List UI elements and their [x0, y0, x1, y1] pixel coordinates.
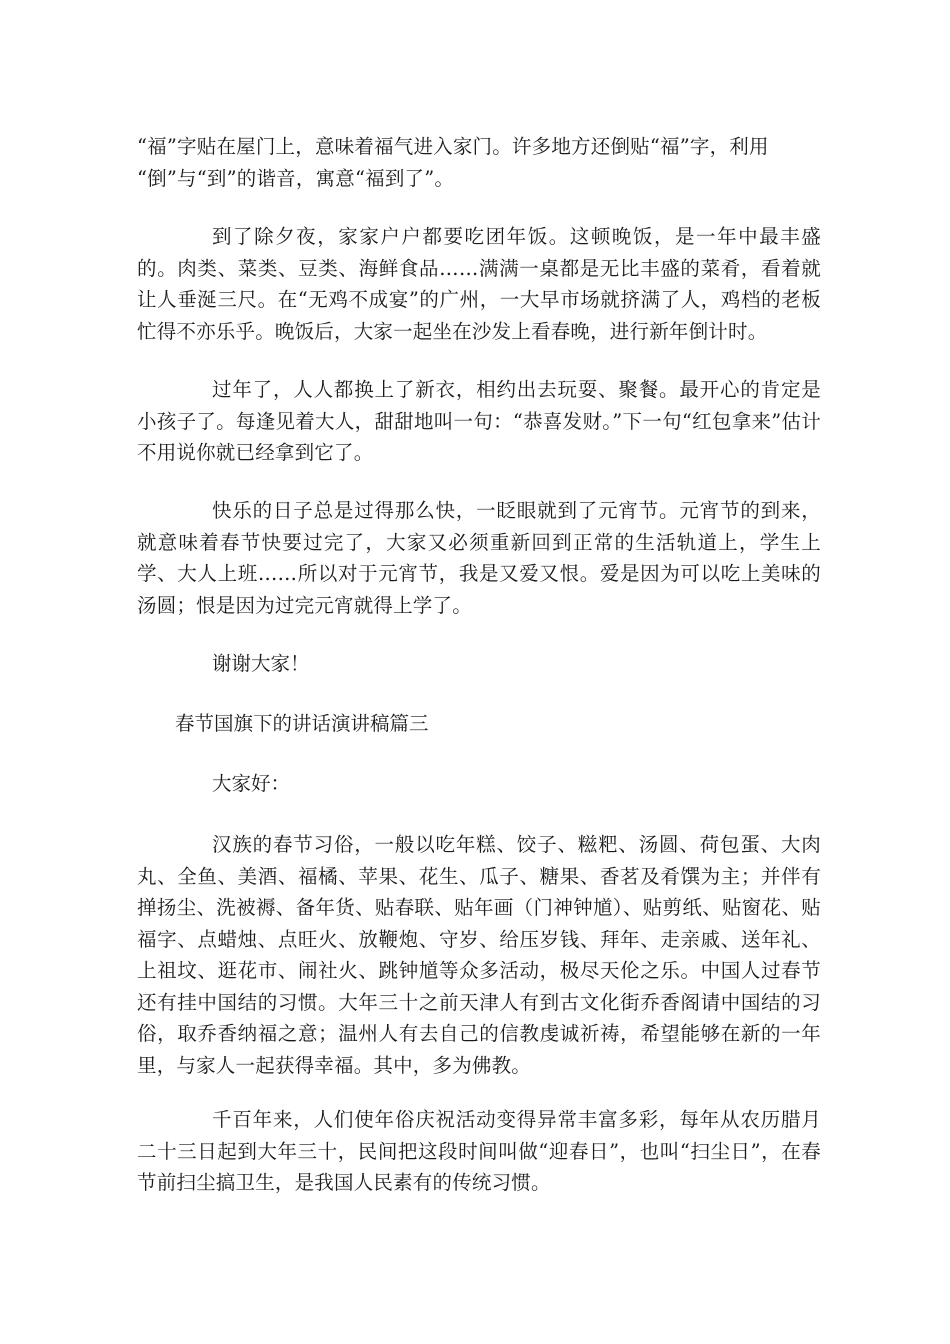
- paragraph-new-year-eve-dinner: 到了除夕夜，家家户户都要吃团年饭。这顿晚饭，是一年中最丰盛的。肉类、菜类、豆类、海鲜食品……满满一桌都是无比丰盛的菜肴，看着就让人垂涎三尺。在“无鸡不成宴”的广州，一大早市场就挤满了人，鸡档的老板忙得不亦乐乎。晚饭后，大家一起坐在沙发上看春晚，进行新年倒计时。: [137, 225, 821, 343]
- paragraph-new-clothes: 过年了，人人都换上了新衣，相约出去玩耍、聚餐。最开心的肯定是小孩子了。每逢见着大人，甜甜地叫一句：“恭喜发财。”下一句“红包拿来”估计不用说你就已经拿到它了。: [137, 378, 821, 464]
- section-heading: 春节国旗下的讲话演讲稿篇三: [175, 712, 429, 735]
- paragraph-spring-festival-customs: 汉族的春节习俗，一般以吃年糕、饺子、糍粑、汤圆、荷包蛋、大肉丸、全鱼、美酒、福橘、苹果、花生、瓜子、糖果、香茗及肴馔为主；并伴有掸扬尘、洗被褥、备年货、贴春联、贴年画（门神钟馗）、贴剪纸、贴窗花、贴福字、点蜡烛、点旺火、放鞭炮、守岁、给压岁钱、拜年、走亲戚、送年礼、上祖坟、逛花市、闹社火、跳钟馗等众多活动，极尽天伦之乐。中国人过春节还有挂中国结的习惯。大年三十之前天津人有到古文化街乔香阁请中国结的习俗，取乔香纳福之意；温州人有去自己的信教虔诚祈祷，希望能够在新的一年里，与家人一起获得幸福。其中，多为佛教。: [137, 833, 821, 1077]
- paragraph-lantern-festival: 快乐的日子总是过得那么快，一眨眼就到了元宵节。元宵节的到来，就意味着春节快要过完了，大家又必须重新回到正常的生活轨道上，学生上学、大人上班……所以对于元宵节，我是又爱又恨。爱是因为可以吃上美味的汤圆；恨是因为过完元宵就得上学了。: [137, 499, 821, 617]
- paragraph-fu-character: “福”字贴在屋门上，意味着福气进入家门。许多地方还倒贴“福”字，利用 “倒”与“到”的谐音，寓意“福到了”。: [137, 135, 769, 190]
- greeting: 大家好：: [212, 772, 291, 795]
- closing-thanks: 谢谢大家！: [212, 652, 310, 675]
- paragraph-dust-sweeping: 千百年来，人们使年俗庆祝活动变得异常丰富多彩，每年从农历腊月二十三日起到大年三十，民间把这段时间叫做“迎春日”，也叫“扫尘日”，在春节前扫尘搞卫生，是我国人民素有的传统习惯。: [137, 1108, 821, 1194]
